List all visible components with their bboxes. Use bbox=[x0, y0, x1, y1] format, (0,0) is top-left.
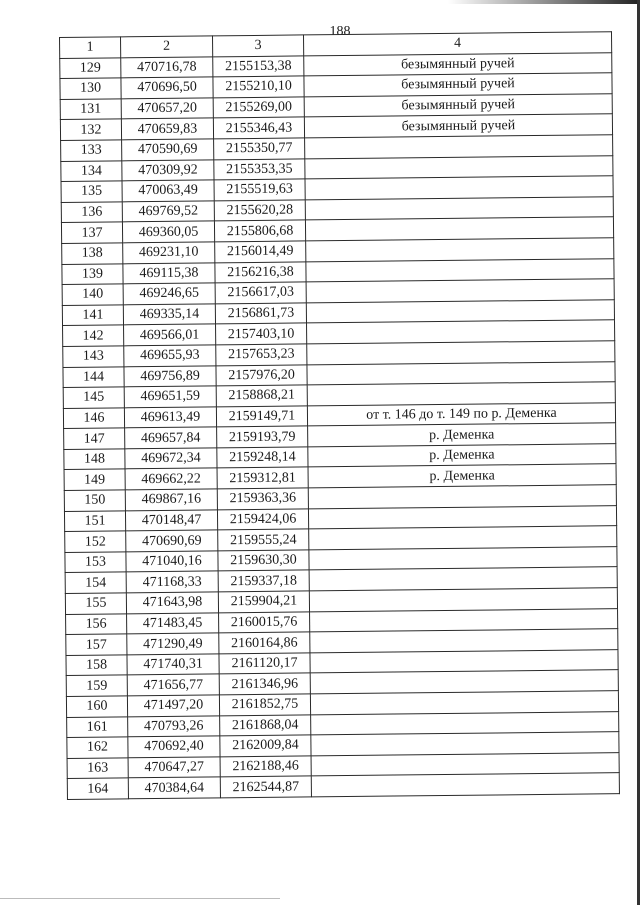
y-coordinate-cell: 2155353,35 bbox=[214, 158, 305, 180]
y-coordinate-cell: 2161120,17 bbox=[219, 653, 310, 675]
point-number-cell: 138 bbox=[62, 243, 123, 264]
x-coordinate-cell: 471290,49 bbox=[127, 633, 219, 655]
x-coordinate-cell: 469115,38 bbox=[123, 262, 215, 284]
x-coordinate-cell: 470657,20 bbox=[121, 98, 213, 120]
y-coordinate-cell: 2161346,96 bbox=[219, 673, 310, 695]
y-coordinate-cell: 2155806,68 bbox=[214, 220, 305, 242]
point-number-cell: 156 bbox=[66, 613, 127, 634]
note-cell: безымянный ручей bbox=[304, 114, 612, 138]
y-coordinate-cell: 2160164,86 bbox=[219, 632, 310, 654]
x-coordinate-cell: 470148,47 bbox=[125, 510, 217, 532]
point-number-cell: 163 bbox=[67, 758, 128, 779]
point-number-cell: 158 bbox=[66, 655, 127, 676]
x-coordinate-cell: 469756,89 bbox=[124, 365, 216, 387]
x-coordinate-cell: 469867,16 bbox=[125, 489, 217, 511]
point-number-cell: 149 bbox=[64, 469, 125, 490]
y-coordinate-cell: 2157976,20 bbox=[216, 364, 307, 386]
point-number-cell: 144 bbox=[63, 366, 124, 387]
point-number-cell: 136 bbox=[61, 202, 122, 223]
point-number-cell: 164 bbox=[67, 778, 128, 799]
point-number-cell: 155 bbox=[65, 593, 126, 614]
x-coordinate-cell: 470384,64 bbox=[128, 777, 220, 799]
point-number-cell: 159 bbox=[66, 675, 127, 696]
y-coordinate-cell: 2159193,79 bbox=[217, 426, 308, 448]
y-coordinate-cell: 2159630,30 bbox=[218, 550, 309, 572]
point-number-cell: 135 bbox=[61, 181, 122, 202]
column-header-3: 3 bbox=[212, 35, 303, 57]
x-coordinate-cell: 469769,52 bbox=[122, 201, 214, 223]
y-coordinate-cell: 2158868,21 bbox=[216, 385, 307, 407]
y-coordinate-cell: 2162009,84 bbox=[220, 735, 311, 757]
y-coordinate-cell: 2155153,38 bbox=[213, 56, 304, 78]
note-cell: безымянный ручей bbox=[304, 52, 612, 76]
x-coordinate-cell: 469672,34 bbox=[125, 448, 217, 470]
point-number-cell: 145 bbox=[63, 387, 124, 408]
x-coordinate-cell: 471040,16 bbox=[126, 551, 218, 573]
point-number-cell: 160 bbox=[66, 696, 127, 717]
x-coordinate-cell: 469662,22 bbox=[125, 468, 217, 490]
point-number-cell: 157 bbox=[66, 634, 127, 655]
y-coordinate-cell: 2162188,46 bbox=[220, 756, 311, 778]
point-number-cell: 151 bbox=[64, 510, 125, 531]
x-coordinate-cell: 470692,40 bbox=[128, 736, 220, 758]
x-coordinate-cell: 469360,05 bbox=[122, 221, 214, 243]
y-coordinate-cell: 2156216,38 bbox=[215, 261, 306, 283]
y-coordinate-cell: 2156014,49 bbox=[215, 241, 306, 263]
y-coordinate-cell: 2155346,43 bbox=[213, 117, 304, 139]
point-number-cell: 161 bbox=[67, 716, 128, 737]
x-coordinate-cell: 470659,83 bbox=[121, 118, 213, 140]
x-coordinate-cell: 469655,93 bbox=[124, 345, 216, 367]
note-cell: р. Деменка bbox=[308, 423, 616, 447]
x-coordinate-cell: 469231,10 bbox=[123, 242, 215, 264]
point-number-cell: 147 bbox=[64, 428, 125, 449]
x-coordinate-cell: 469613,49 bbox=[124, 407, 216, 429]
column-header-4: 4 bbox=[303, 32, 611, 56]
point-number-cell: 148 bbox=[64, 449, 125, 470]
point-number-cell: 143 bbox=[63, 346, 124, 367]
x-coordinate-cell: 471656,77 bbox=[127, 674, 219, 696]
column-header-2: 2 bbox=[121, 36, 213, 58]
point-number-cell: 146 bbox=[63, 408, 124, 429]
y-coordinate-cell: 2156861,73 bbox=[215, 303, 306, 325]
y-coordinate-cell: 2155350,77 bbox=[214, 138, 305, 160]
point-number-cell: 132 bbox=[60, 119, 121, 140]
y-coordinate-cell: 2155269,00 bbox=[213, 97, 304, 119]
page-number: 188 bbox=[329, 24, 351, 39]
x-coordinate-cell: 469566,01 bbox=[124, 324, 216, 346]
x-coordinate-cell: 471168,33 bbox=[126, 571, 218, 593]
note-cell: безымянный ручей bbox=[304, 73, 612, 97]
y-coordinate-cell: 2159363,36 bbox=[217, 488, 308, 510]
point-number-cell: 137 bbox=[61, 222, 122, 243]
y-coordinate-cell: 2159424,06 bbox=[217, 509, 308, 531]
point-number-cell: 133 bbox=[61, 140, 122, 161]
y-coordinate-cell: 2159555,24 bbox=[218, 529, 309, 551]
y-coordinate-cell: 2160015,76 bbox=[219, 612, 310, 634]
x-coordinate-cell: 470647,27 bbox=[128, 757, 220, 779]
point-number-cell: 139 bbox=[62, 263, 123, 284]
x-coordinate-cell: 470063,49 bbox=[122, 180, 214, 202]
x-coordinate-cell: 470696,50 bbox=[121, 77, 213, 99]
x-coordinate-cell: 470690,69 bbox=[126, 530, 218, 552]
y-coordinate-cell: 2161852,75 bbox=[219, 694, 310, 716]
table-body bbox=[60, 52, 620, 799]
x-coordinate-cell: 469651,59 bbox=[124, 386, 216, 408]
y-coordinate-cell: 2155620,28 bbox=[214, 200, 305, 222]
y-coordinate-cell: 2157403,10 bbox=[216, 323, 307, 345]
y-coordinate-cell: 2159337,18 bbox=[218, 570, 309, 592]
x-coordinate-cell: 469335,14 bbox=[123, 304, 215, 326]
x-coordinate-cell: 470716,78 bbox=[121, 56, 213, 78]
point-number-cell: 153 bbox=[65, 552, 126, 573]
point-number-cell: 152 bbox=[65, 531, 126, 552]
y-coordinate-cell: 2155210,10 bbox=[213, 76, 304, 98]
x-coordinate-cell: 471483,45 bbox=[127, 612, 219, 634]
y-coordinate-cell: 2155519,63 bbox=[214, 179, 305, 201]
y-coordinate-cell: 2162544,87 bbox=[220, 776, 311, 798]
y-coordinate-cell: 2157653,23 bbox=[216, 344, 307, 366]
point-number-cell: 130 bbox=[60, 78, 121, 99]
x-coordinate-cell: 471497,20 bbox=[127, 695, 219, 717]
point-number-cell: 162 bbox=[67, 737, 128, 758]
y-coordinate-cell: 2161868,04 bbox=[220, 714, 311, 736]
bottom-rule bbox=[0, 898, 280, 899]
y-coordinate-cell: 2159904,21 bbox=[218, 591, 309, 613]
scan-edge-top bbox=[0, 0, 640, 4]
point-number-cell: 142 bbox=[63, 325, 124, 346]
note-cell bbox=[311, 773, 619, 797]
note-cell: р. Деменка bbox=[308, 444, 616, 468]
point-number-cell: 131 bbox=[60, 99, 121, 120]
x-coordinate-cell: 470793,26 bbox=[128, 715, 220, 737]
point-number-cell: 150 bbox=[64, 490, 125, 511]
y-coordinate-cell: 2159312,81 bbox=[217, 467, 308, 489]
x-coordinate-cell: 471643,98 bbox=[126, 592, 218, 614]
column-header-1: 1 bbox=[60, 37, 121, 58]
x-coordinate-cell: 470590,69 bbox=[122, 139, 214, 161]
y-coordinate-cell: 2159248,14 bbox=[217, 447, 308, 469]
point-number-cell: 141 bbox=[62, 305, 123, 326]
point-number-cell: 129 bbox=[60, 57, 121, 78]
point-number-cell: 154 bbox=[65, 572, 126, 593]
y-coordinate-cell: 2159149,71 bbox=[216, 406, 307, 428]
point-number-cell: 140 bbox=[62, 284, 123, 305]
coordinates-table bbox=[59, 31, 620, 800]
x-coordinate-cell: 471740,31 bbox=[127, 654, 219, 676]
y-coordinate-cell: 2156617,03 bbox=[215, 282, 306, 304]
point-number-cell: 134 bbox=[61, 160, 122, 181]
x-coordinate-cell: 470309,92 bbox=[122, 159, 214, 181]
note-cell: р. Деменка bbox=[308, 464, 616, 488]
note-cell: безымянный ручей bbox=[304, 93, 612, 117]
note-cell: от т. 146 до т. 149 по р. Деменка bbox=[307, 402, 615, 426]
x-coordinate-cell: 469246,65 bbox=[123, 283, 215, 305]
x-coordinate-cell: 469657,84 bbox=[125, 427, 217, 449]
